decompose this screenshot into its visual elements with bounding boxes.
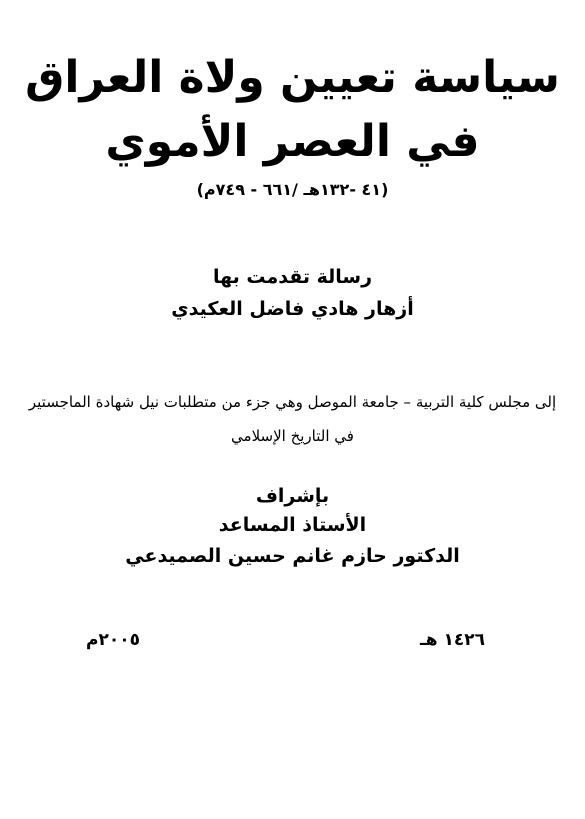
- supervision-label: بإشراف: [255, 485, 330, 507]
- submission-statement-line-2: في التاريخ الإسلامي: [231, 427, 354, 445]
- gregorian-year: ٢٠٠٥م: [86, 630, 140, 650]
- title-date-range: (٤١ -١٣٢هـ /٦٦١ - ٧٤٩م): [196, 180, 389, 199]
- thesis-submitted-by-label: رسالة تقدمت بها: [212, 266, 373, 288]
- supervisor-rank: الأستاذ المساعد: [218, 514, 367, 536]
- submission-statement-line-1: إلى مجلس كلية التربية – جامعة الموصل وهي جزء من متطلبات نيل شهادة الماجستير: [28, 393, 557, 411]
- thesis-title-line-1: سياسة تعيين ولاة العراق: [25, 52, 560, 103]
- author-name: أزهار هادي فاضل العكيدي: [171, 298, 414, 320]
- thesis-title-line-2: في العصر الأموي: [105, 116, 480, 167]
- supervisor-name: الدكتور حازم غانم حسين الصميدعي: [125, 545, 460, 567]
- hijri-year: ١٤٢٦ هـ: [420, 630, 486, 650]
